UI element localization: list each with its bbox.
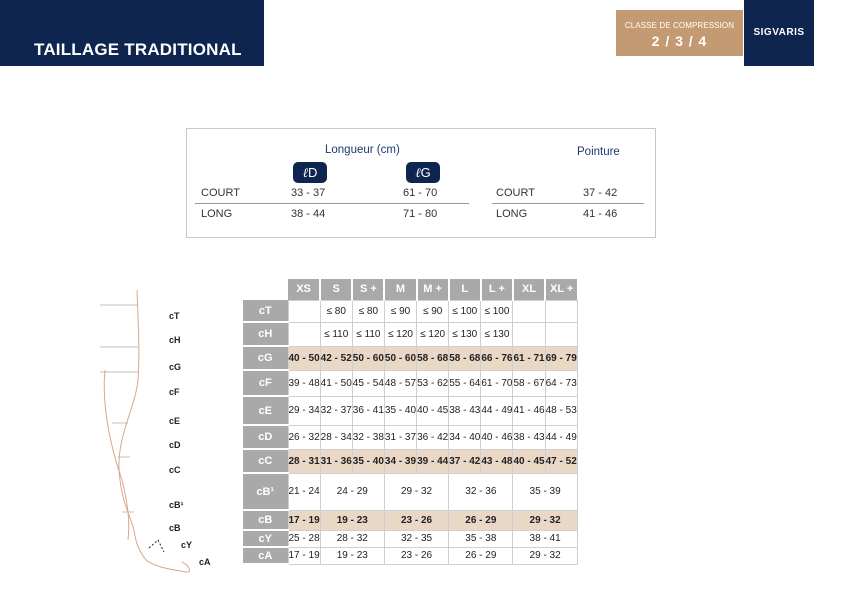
table-cell: 45 - 54 bbox=[352, 370, 384, 396]
title-banner bbox=[0, 0, 264, 66]
table-cell: 28 - 32 bbox=[320, 530, 384, 547]
compression-label: CLASSE DE COMPRESSION bbox=[624, 21, 735, 30]
shoe-title: Pointure bbox=[577, 146, 620, 158]
table-header-row bbox=[243, 279, 577, 300]
table-cell: 35 - 40 bbox=[384, 396, 416, 425]
table-row bbox=[243, 346, 577, 370]
leg-label-cA: cA bbox=[199, 557, 211, 567]
table-cell: 38 - 43 bbox=[513, 425, 545, 449]
table-cell: 43 - 48 bbox=[481, 449, 513, 473]
table-cell: 21 - 24 bbox=[288, 473, 320, 510]
table-cell: 58 - 68 bbox=[417, 346, 449, 370]
table-cell: 25 - 28 bbox=[288, 530, 320, 547]
table-cell: 35 - 39 bbox=[513, 473, 577, 510]
page-title: TAILLAGE TRADITIONAL bbox=[34, 40, 242, 59]
table-cell: 48 - 57 bbox=[384, 370, 416, 396]
table-cell: 29 - 32 bbox=[384, 473, 448, 510]
row-header: cB bbox=[243, 510, 288, 530]
table-cell: ≤ 110 bbox=[352, 322, 384, 346]
table-cell: 32 - 38 bbox=[352, 425, 384, 449]
row-header: cD bbox=[243, 425, 288, 449]
leg-label-cB: cB bbox=[169, 523, 181, 533]
table-cell: 19 - 23 bbox=[320, 510, 384, 530]
shoe-row-label: COURT bbox=[496, 187, 535, 199]
length-leg-g-icon: ℓG bbox=[406, 162, 440, 183]
table-cell: 34 - 39 bbox=[384, 449, 416, 473]
table-cell: 66 - 76 bbox=[481, 346, 513, 370]
table-cell: 38 - 43 bbox=[449, 396, 481, 425]
row-header: cH bbox=[243, 322, 288, 346]
table-cell: 69 - 79 bbox=[545, 346, 577, 370]
shoe-value: 37 - 42 bbox=[583, 187, 618, 199]
table-cell: 32 - 37 bbox=[320, 396, 352, 425]
table-cell: 17 - 19 bbox=[288, 510, 320, 530]
table-cell: 29 - 32 bbox=[513, 547, 577, 564]
table-cell: 41 - 46 bbox=[513, 396, 545, 425]
corner-cell bbox=[243, 279, 288, 300]
table-cell: 28 - 31 bbox=[288, 449, 320, 473]
leg-diagram-icon bbox=[100, 290, 230, 580]
brand-logo: SIGVARIS bbox=[744, 0, 814, 66]
shoe-row-label: LONG bbox=[496, 208, 528, 220]
table-row bbox=[243, 396, 577, 425]
row-header: cA bbox=[243, 547, 288, 564]
table-cell: ≤ 130 bbox=[449, 322, 481, 346]
table-cell: ≤ 120 bbox=[417, 322, 449, 346]
leg-label-cE: cE bbox=[169, 416, 181, 426]
table-cell: 64 - 73 bbox=[545, 370, 577, 396]
table-cell: ≤ 110 bbox=[320, 322, 352, 346]
table-row bbox=[243, 449, 577, 473]
length-g-value: 61 - 70 bbox=[403, 187, 438, 199]
table-cell: ≤ 100 bbox=[481, 300, 513, 322]
row-header: cY bbox=[243, 530, 288, 547]
table-cell: ≤ 90 bbox=[384, 300, 416, 322]
table-cell bbox=[513, 300, 545, 322]
shoe-value: 41 - 46 bbox=[583, 208, 618, 220]
size-table bbox=[243, 279, 578, 565]
column-header: S + bbox=[352, 279, 384, 300]
table-row bbox=[243, 547, 577, 564]
column-header: S bbox=[320, 279, 352, 300]
column-header: XL + bbox=[545, 279, 577, 300]
table-cell: ≤ 100 bbox=[449, 300, 481, 322]
table-cell: 35 - 40 bbox=[352, 449, 384, 473]
table-cell: 40 - 45 bbox=[513, 449, 545, 473]
row-label: COURT bbox=[201, 187, 240, 199]
table-cell: 29 - 32 bbox=[513, 510, 577, 530]
table-cell: 53 - 62 bbox=[417, 370, 449, 396]
column-header: M bbox=[384, 279, 416, 300]
row-label: LONG bbox=[201, 208, 233, 220]
leg-label-cD: cD bbox=[169, 440, 181, 450]
column-header: L + bbox=[481, 279, 513, 300]
table-cell: 55 - 64 bbox=[449, 370, 481, 396]
length-shoe-table bbox=[186, 128, 656, 238]
table-cell: 47 - 52 bbox=[545, 449, 577, 473]
table-cell: 36 - 41 bbox=[352, 396, 384, 425]
table-cell: ≤ 120 bbox=[384, 322, 416, 346]
row-header: cG bbox=[243, 346, 288, 370]
table-row bbox=[243, 530, 577, 547]
divider bbox=[492, 203, 644, 204]
table-cell: 40 - 45 bbox=[417, 396, 449, 425]
table-cell: 19 - 23 bbox=[320, 547, 384, 564]
table-cell: 39 - 44 bbox=[417, 449, 449, 473]
leg-label-cY: cY bbox=[181, 540, 193, 550]
table-row bbox=[243, 425, 577, 449]
row-header: cF bbox=[243, 370, 288, 396]
row-header: cE bbox=[243, 396, 288, 425]
table-cell: 50 - 60 bbox=[384, 346, 416, 370]
table-cell: 17 - 19 bbox=[288, 547, 320, 564]
table-cell: 40 - 50 bbox=[288, 346, 320, 370]
table-cell: 31 - 36 bbox=[320, 449, 352, 473]
table-cell: 44 - 49 bbox=[545, 425, 577, 449]
column-header: XS bbox=[288, 279, 320, 300]
table-cell: 24 - 29 bbox=[320, 473, 384, 510]
divider bbox=[195, 203, 469, 204]
table-cell: 38 - 41 bbox=[513, 530, 577, 547]
table-cell: 32 - 36 bbox=[449, 473, 513, 510]
row-header: cT bbox=[243, 300, 288, 322]
table-cell: 58 - 67 bbox=[513, 370, 545, 396]
table-cell: ≤ 80 bbox=[352, 300, 384, 322]
column-header: L bbox=[449, 279, 481, 300]
table-cell bbox=[513, 322, 545, 346]
table-cell: 37 - 42 bbox=[449, 449, 481, 473]
length-g-value: 71 - 80 bbox=[403, 208, 438, 220]
table-cell: 36 - 42 bbox=[417, 425, 449, 449]
column-header: XL bbox=[513, 279, 545, 300]
column-header: M + bbox=[417, 279, 449, 300]
table-row bbox=[243, 370, 577, 396]
compression-value: 2 / 3 / 4 bbox=[651, 33, 708, 49]
table-cell: 31 - 37 bbox=[384, 425, 416, 449]
leg-label-cH: cH bbox=[169, 335, 181, 345]
table-cell bbox=[545, 300, 577, 322]
leg-label-cF: cF bbox=[169, 387, 180, 397]
table-row bbox=[243, 473, 577, 510]
table-cell: 26 - 32 bbox=[288, 425, 320, 449]
compression-class-badge bbox=[616, 10, 743, 56]
badge-d-label: D bbox=[308, 165, 318, 180]
leg-label-cG: cG bbox=[169, 362, 182, 372]
table-cell: 32 - 35 bbox=[384, 530, 448, 547]
table-cell: ≤ 90 bbox=[417, 300, 449, 322]
table-cell bbox=[288, 322, 320, 346]
row-header: cC bbox=[243, 449, 288, 473]
table-cell: 23 - 26 bbox=[384, 547, 448, 564]
table-row bbox=[243, 322, 577, 346]
table-cell: 44 - 49 bbox=[481, 396, 513, 425]
table-cell: 50 - 60 bbox=[352, 346, 384, 370]
leg-label-cB1: cB¹ bbox=[169, 500, 184, 510]
table-row bbox=[243, 510, 577, 530]
table-cell: 28 - 34 bbox=[320, 425, 352, 449]
length-leg-d-icon: ℓD bbox=[293, 162, 327, 183]
table-cell: 61 - 71 bbox=[513, 346, 545, 370]
table-cell: 39 - 48 bbox=[288, 370, 320, 396]
table-cell: 48 - 53 bbox=[545, 396, 577, 425]
table-cell bbox=[545, 322, 577, 346]
table-cell: 42 - 52 bbox=[320, 346, 352, 370]
table-cell: 58 - 68 bbox=[449, 346, 481, 370]
table-cell: 29 - 34 bbox=[288, 396, 320, 425]
table-cell: 34 - 40 bbox=[449, 425, 481, 449]
row-header: cB¹ bbox=[243, 473, 288, 510]
length-d-value: 33 - 37 bbox=[291, 187, 326, 199]
table-cell: ≤ 80 bbox=[320, 300, 352, 322]
table-cell: 40 - 46 bbox=[481, 425, 513, 449]
table-cell: 41 - 50 bbox=[320, 370, 352, 396]
length-d-value: 38 - 44 bbox=[291, 208, 326, 220]
table-cell bbox=[288, 300, 320, 322]
table-cell: 35 - 38 bbox=[449, 530, 513, 547]
table-cell: 61 - 70 bbox=[481, 370, 513, 396]
table-row bbox=[243, 300, 577, 322]
table-cell: 26 - 29 bbox=[449, 547, 513, 564]
table-cell: 26 - 29 bbox=[449, 510, 513, 530]
leg-label-cC: cC bbox=[169, 465, 181, 475]
leg-label-cT: cT bbox=[169, 311, 180, 321]
table-cell: ≤ 130 bbox=[481, 322, 513, 346]
table-cell: 23 - 26 bbox=[384, 510, 448, 530]
length-title: Longueur (cm) bbox=[325, 144, 400, 156]
badge-g-label: G bbox=[420, 165, 431, 180]
